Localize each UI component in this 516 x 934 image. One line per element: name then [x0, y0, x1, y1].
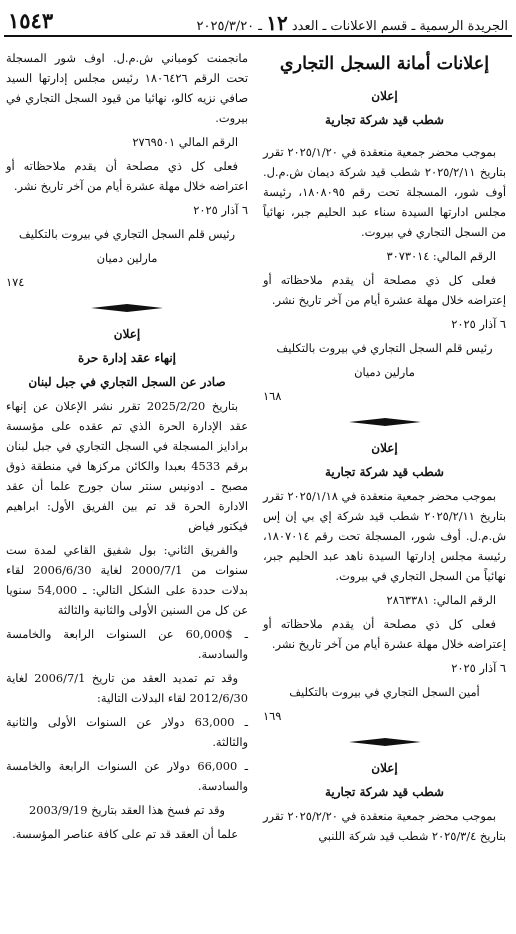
- financial-number: الرقم المالي ٢٧٦٩٥٠١: [132, 135, 238, 149]
- ad-date: ٦ آذار ٢٠٢٥: [451, 661, 506, 675]
- ad-paragraph: بتاريخ 2025/2/20 تقرر نشر الإعلان عن إنهاء عقد الإدارة الحرة الذي تم عقده على مؤسسة برادايز المسجلة في السجل التجاري في جبل لبنان برقم 4533 بعبدا والكائن مركزها في منطقة ذوق مصبح ـ ادونيس سنتر سان جورج علما أن عقد الادارة الحرة قد تم بين الفريق الأول: ابراهيم فيكتور فياض: [6, 399, 248, 533]
- fee-item: ـ 63,000 دولار عن السنوات الأولى والثانية والثالثة.: [6, 715, 248, 749]
- page-number: ١٥٤٣: [8, 8, 54, 33]
- ad-paragraph: وقد تم تمديد العقد من تاريخ 2006/7/1 لغاية 2012/6/30 لقاء البدلات التالية:: [6, 671, 248, 705]
- ad-label: إعلان: [371, 761, 398, 775]
- signer-name: مارلين دميان: [96, 251, 158, 265]
- ad-date: ٦ آذار ٢٠٢٥: [451, 317, 506, 331]
- ad-subject: شطب قيد شركة تجارية: [324, 113, 444, 127]
- signer-title: رئيس قلم السجل التجاري في بيروت بالتكليف: [276, 341, 493, 355]
- ad-paragraph: وقد تم فسخ هذا العقد بتاريخ 2003/9/19: [29, 803, 225, 817]
- issue-date: ـ ٢٠٢٥/٣/٢٠: [196, 19, 263, 34]
- ad-label: إعلان: [113, 327, 141, 341]
- continued-ad-body: مانجمنت كومباني ش.م.ل. اوف شور المسجلة تحت الرقم ١٨٠٦٤٢٦ رئيس مجلس إدارتها السيد صافي نزيه كالو، نهائيا من قيود السجل التجاري في بيروت.: [6, 51, 248, 125]
- ad-number: ١٧٤: [6, 275, 25, 289]
- ad-label: إعلان: [371, 441, 398, 455]
- issue-number: ١٢: [266, 11, 288, 35]
- ad-paragraph: والفريق الثاني: بول شفيق القاعي لمدة ست سنوات من 2000/7/1 لغاية 2006/6/30 لقاء بدلات حددة على الشكل التالي: ـ 54,000 سنويا عن كل من السنين الأولى والثانية والثالثة: [6, 543, 248, 617]
- objection-notice: فعلى كل ذي مصلحة أن يقدم ملاحظاته أو إعتراضه خلال مهلة عشرة أيام من آخر تاريخ نشر.: [263, 617, 506, 651]
- left-column: [6, 48, 248, 848]
- header-rule: [4, 35, 512, 37]
- objection-notice: فعلى كل ذي مصلحة أن يقدم ملاحظاته أو اعتراضه خلال مهلة عشرة أيام من آخر تاريخ نشر.: [6, 159, 248, 193]
- right-column: [263, 48, 506, 850]
- ad-subject: شطب قيد شركة تجارية: [324, 465, 444, 479]
- separator-ornament: [349, 738, 421, 746]
- fee-item: ـ $60,000 عن السنوات الرابعة والخامسة والسادسة.: [6, 627, 248, 661]
- separator-ornament: [349, 418, 421, 426]
- gazette-name: الجريدة الرسمية ـ قسم الاعلانات ـ العدد: [291, 19, 508, 34]
- signer-title: أمين السجل التجاري في بيروت بالتكليف: [289, 685, 480, 699]
- separator-ornament: [91, 304, 163, 312]
- objection-notice: فعلى كل ذي مصلحة أن يقدم ملاحظاته أو إعتراضه خلال مهلة عشرة أيام من آخر تاريخ نشر.: [263, 273, 506, 307]
- ad-paragraph: علما أن العقد قد تم على كافة عناصر المؤسسة.: [12, 827, 238, 841]
- ad-body: بموجب محضر جمعية منعقدة في ٢٠٢٥/١/٢٠ تقرر بتاريخ ٢٠٢٥/٢/١١ شطب قيد شركة ديمان ش.م.ل. أوف شور، المسجلة تحت رقم ١٨٠٨٠٩٥، رئيسة مجلس ادارتها السيدة سناء عبد الحليم جبر، نهائياً من السجل التجاري في بيروت.: [263, 145, 506, 239]
- financial-number: الرقم المالي: ٢٨٦٣٣٨١: [386, 593, 496, 607]
- ad-subject: إنهاء عقد إدارة حرة: [78, 351, 176, 365]
- ad-number: ١٦٩: [263, 709, 282, 723]
- ad-subject: شطب قيد شركة تجارية: [324, 785, 444, 799]
- financial-number: الرقم المالي: ٣٠٧٣٠١٤: [386, 249, 496, 263]
- signer-name: مارلين دميان: [354, 365, 415, 379]
- ad-issuer: صادر عن السجل التجاري في جبل لبنان: [28, 375, 226, 389]
- ad-label: إعلان: [371, 89, 398, 103]
- ad-body: بموجب محضر جمعية منعقدة في ٢٠٢٥/٢/٢٠ تقرر بتاريخ ٢٠٢٥/٣/٤ شطب قيد شركة اللنبي: [263, 809, 506, 843]
- header-title: [197, 11, 508, 35]
- ad-number: ١٦٨: [263, 389, 282, 403]
- ad-date: ٦ آذار ٢٠٢٥: [193, 203, 248, 217]
- signer-title: رئيس قلم السجل التجاري في بيروت بالتكليف: [18, 227, 236, 241]
- ad-body: بموجب محضر جمعية منعقدة في ٢٠٢٥/١/١٨ تقرر بتاريخ ٢٠٢٥/٢/١١ شطب قيد شركة إي بي إن إس ش.م.ل. أوف شور، المسجلة تحت رقم ١٨٠٧٠١٤، رئيسة مجلس إدارتها السيدة ناهد عبد الحليم جبر، نهائياً من السجل التجاري في بيروت.: [263, 489, 506, 583]
- page-header: [6, 8, 510, 36]
- fee-item: ـ 66,000 دولار عن السنوات الرابعة والخامسة والسادسة.: [6, 759, 248, 793]
- section-title: إعلانات أمانة السجل التجاري: [279, 54, 490, 74]
